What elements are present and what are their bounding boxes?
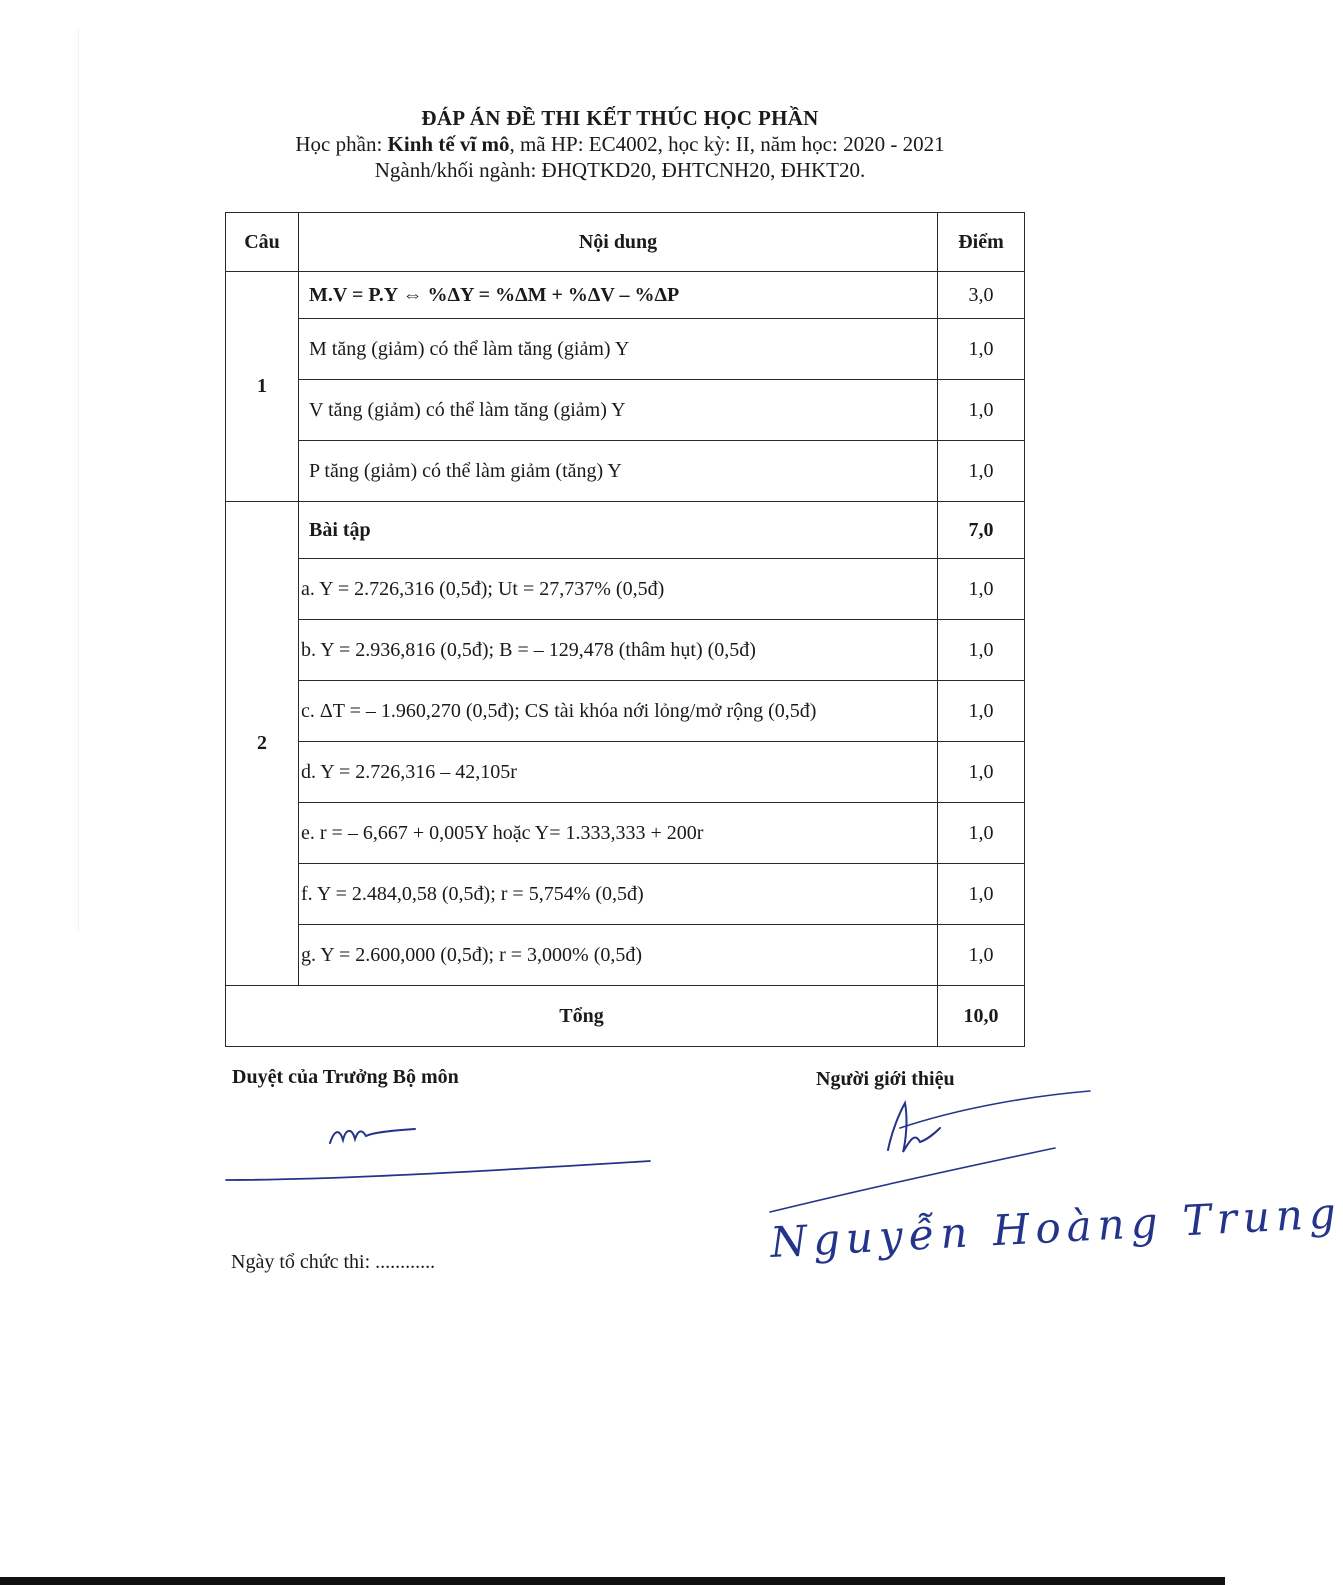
row-score: 1,0 xyxy=(938,441,1025,502)
approver-label: Duyệt của Trưởng Bộ môn xyxy=(232,1066,459,1088)
table-row xyxy=(226,441,1025,502)
row-content: M tăng (giảm) có thể làm tăng (giảm) Y xyxy=(299,319,938,380)
row-score: 1,0 xyxy=(938,681,1025,742)
scan-edge xyxy=(78,30,79,930)
table-row xyxy=(226,925,1025,986)
presenter-signature xyxy=(888,1103,940,1152)
row-content: c. ΔT = – 1.960,270 (0,5đ); CS tài khóa nới lỏng/mở rộng (0,5đ) xyxy=(299,681,938,742)
scan-bottom-edge xyxy=(0,1577,1225,1585)
row-content: d. Y = 2.726,316 – 42,105r xyxy=(299,742,938,803)
row-content: a. Y = 2.726,316 (0,5đ); Ut = 27,737% (0,5đ) xyxy=(299,559,938,620)
row-score: 1,0 xyxy=(938,559,1025,620)
row-content: Bài tập xyxy=(299,502,938,559)
row-score: 1,0 xyxy=(938,803,1025,864)
table-row xyxy=(226,319,1025,380)
course-name: Kinh tế vĩ mô xyxy=(387,132,510,156)
answer-table xyxy=(225,212,1025,1047)
presenter-signature-flourish xyxy=(900,1091,1090,1128)
total-row xyxy=(226,986,1025,1047)
table-row xyxy=(226,681,1025,742)
table-row xyxy=(226,272,1025,319)
row-content: e. r = – 6,667 + 0,005Y hoặc Y= 1.333,333 + 200r xyxy=(299,803,938,864)
table-row xyxy=(226,803,1025,864)
row-content: g. Y = 2.600,000 (0,5đ); r = 3,000% (0,5đ) xyxy=(299,925,938,986)
document-header xyxy=(200,105,1040,183)
table-row xyxy=(226,502,1025,559)
row-score: 7,0 xyxy=(938,502,1025,559)
course-suffix: , mã HP: EC4002, học kỳ: II, năm học: 2020 - 2021 xyxy=(509,132,945,156)
table-row xyxy=(226,864,1025,925)
row-score: 1,0 xyxy=(938,380,1025,441)
row-score: 1,0 xyxy=(938,742,1025,803)
header-cau: Câu xyxy=(226,213,299,272)
header-diem: Điểm xyxy=(938,213,1025,272)
table-row xyxy=(226,620,1025,681)
question-number: 2 xyxy=(226,502,299,986)
total-score: 10,0 xyxy=(938,986,1025,1047)
row-content: f. Y = 2.484,0,58 (0,5đ); r = 5,754% (0,5đ) xyxy=(299,864,938,925)
row-content: V tăng (giảm) có thể làm tăng (giảm) Y xyxy=(299,380,938,441)
table-row xyxy=(226,380,1025,441)
row-score: 1,0 xyxy=(938,620,1025,681)
presenter-label: Người giới thiệu xyxy=(816,1068,955,1090)
course-prefix: Học phần: xyxy=(295,132,388,156)
table-row xyxy=(226,559,1025,620)
table-header-row xyxy=(226,213,1025,272)
total-label: Tổng xyxy=(226,986,938,1047)
document-title: ĐÁP ÁN ĐỀ THI KẾT THÚC HỌC PHẦN xyxy=(421,106,819,130)
row-score: 3,0 xyxy=(938,272,1025,319)
majors-line: Ngành/khối ngành: ĐHQTKD20, ĐHTCNH20, ĐHKT20. xyxy=(374,158,866,182)
table-row xyxy=(226,742,1025,803)
row-score: 1,0 xyxy=(938,864,1025,925)
row-score: 1,0 xyxy=(938,319,1025,380)
row-score: 1,0 xyxy=(938,925,1025,986)
exam-date: Ngày tổ chức thi: ............ xyxy=(231,1251,436,1273)
question-number: 1 xyxy=(226,272,299,502)
approver-signature xyxy=(330,1129,415,1143)
presenter-signature-line xyxy=(770,1148,1055,1212)
approver-signature-line xyxy=(226,1161,650,1180)
header-noi-dung: Nội dung xyxy=(299,213,938,272)
row-content: M.V = P.Y ⇔ %ΔY = %ΔM + %ΔV – %ΔP xyxy=(299,272,938,319)
row-content: P tăng (giảm) có thể làm giảm (tăng) Y xyxy=(299,441,938,502)
course-line xyxy=(200,131,1040,157)
row-content: b. Y = 2.936,816 (0,5đ); B = – 129,478 (thâm hụt) (0,5đ) xyxy=(299,620,938,681)
presenter-handwritten-name: Nguyễn Hoàng Trung xyxy=(769,1188,1343,1267)
